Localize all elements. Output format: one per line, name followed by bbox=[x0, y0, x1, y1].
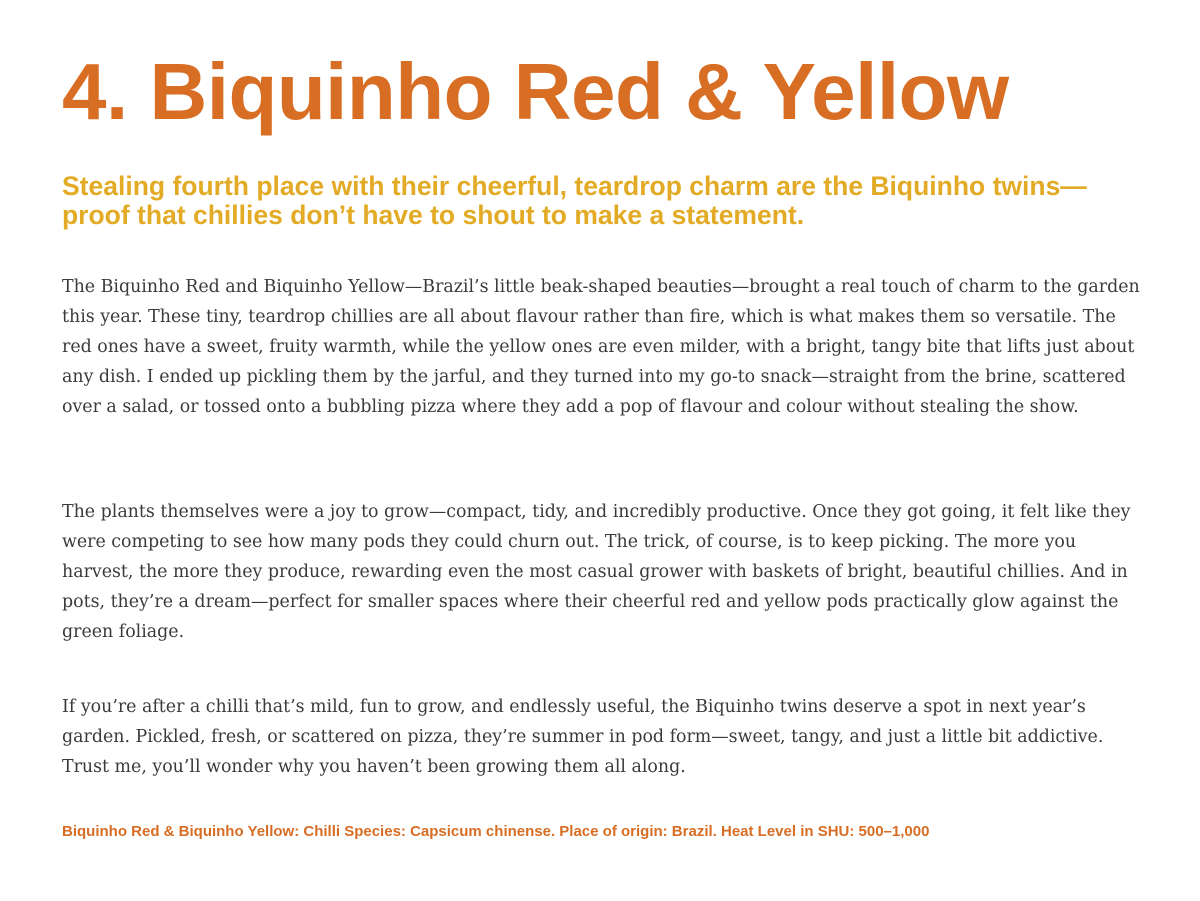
body-paragraph-1: The Biquinho Red and Biquinho Yellow—Brazil’s little beak-shaped beauties—brought a real touch of charm to the garden this year. These tiny, teardrop chillies are all about flavour rather than fire, which is what makes them so versatile. The red ones have a sweet, fruity warmth, while the yellow ones are even milder, with a bright, tangy bite that lifts just about any dish. I ended up pickling them by the jarful, and they turned into my go-to snack—straight from the brine, scattered over a salad, or tossed onto a bubbling pizza where they add a pop of flavour and colour without stealing the show. bbox=[62, 277, 1140, 417]
body-paragraph-3: If you’re after a chilli that’s mild, fun to grow, and endlessly useful, the Biquinho twins deserve a spot in next year’s garden. Pickled, fresh, or scattered on pizza, they’re summer in pod form—sweet, tangy, and just a little bit addictive. Trust me, you’ll wonder why you haven’t been growing them all along. bbox=[62, 697, 1104, 777]
chilli-info-footnote: Biquinho Red & Biquinho Yellow: Chilli Species: Capsicum chinense. Place of origin: Brazil. Heat Level in SHU: 500–1,000 bbox=[62, 823, 930, 840]
body-paragraph-2: The plants themselves were a joy to grow—compact, tidy, and incredibly productive. Once they got going, it felt like they were competing to see how many pods they could churn out. The trick, of course, is to keep picking. The more you harvest, the more they produce, rewarding even the most casual grower with baskets of bright, beautiful chillies. And in pots, they’re a dream—perfect for smaller spaces where their cheerful red and yellow pods practically glow against the green foliage. bbox=[62, 502, 1131, 642]
article-subtitle: Stealing fourth place with their cheerful, teardrop charm are the Biquinho twins—proof that chillies don’t have to shout to make a statement. bbox=[62, 171, 1087, 230]
article-title: 4. Biquinho Red & Yellow bbox=[62, 47, 1009, 136]
